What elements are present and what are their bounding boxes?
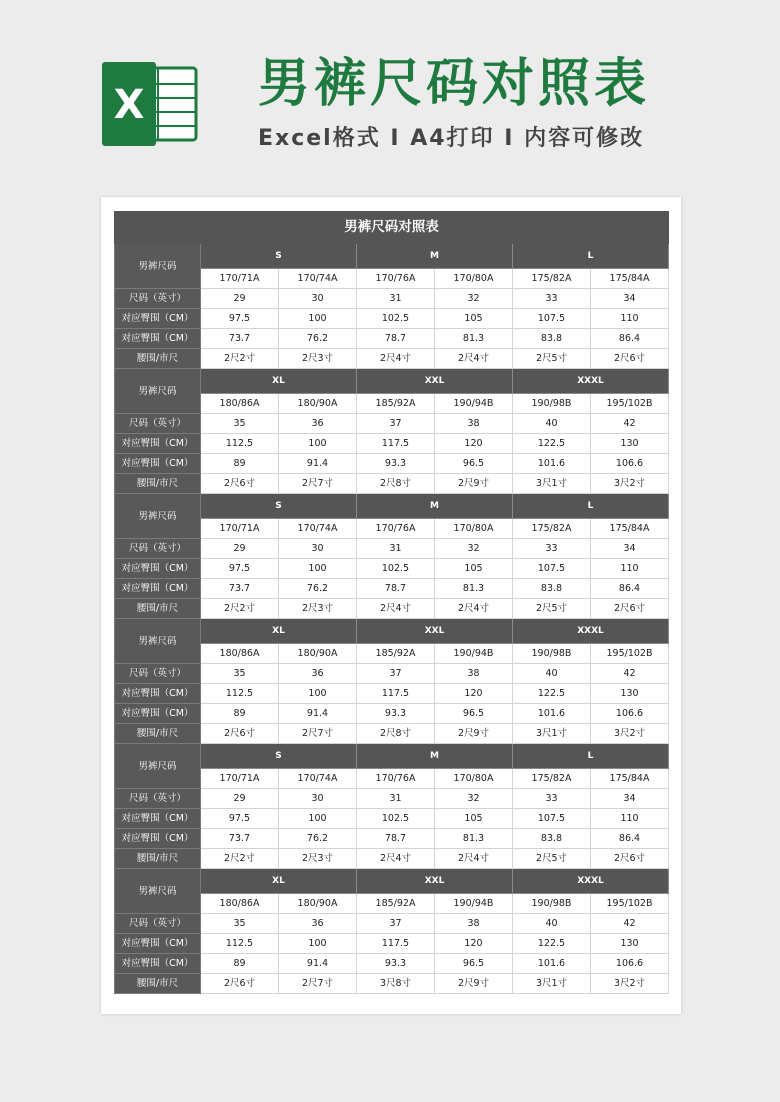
table-cell: 122.5 bbox=[513, 434, 591, 454]
table-cell: 2尺5寸 bbox=[513, 349, 591, 369]
table-cell: 2尺4寸 bbox=[357, 599, 435, 619]
table-cell: 2尺9寸 bbox=[435, 724, 513, 744]
table-cell: 38 bbox=[435, 914, 513, 934]
size-header: XXL bbox=[357, 869, 513, 894]
row-label: 腰围/市尺 bbox=[115, 974, 201, 994]
size-header: XXXL bbox=[513, 869, 669, 894]
spec-cell: 175/84A bbox=[591, 769, 669, 789]
spec-cell: 175/84A bbox=[591, 269, 669, 289]
size-header: L bbox=[513, 494, 669, 519]
spec-cell: 190/98B bbox=[513, 644, 591, 664]
spec-cell: 180/90A bbox=[279, 394, 357, 414]
row-label: 对应臀围（CM） bbox=[115, 329, 201, 349]
table-cell: 30 bbox=[279, 289, 357, 309]
spec-cell: 170/76A bbox=[357, 269, 435, 289]
spec-cell: 170/71A bbox=[201, 519, 279, 539]
table-cell: 76.2 bbox=[279, 579, 357, 599]
block-label: 男裤尺码 bbox=[115, 494, 201, 539]
table-cell: 2尺4寸 bbox=[357, 349, 435, 369]
spreadsheet-sheet bbox=[101, 197, 681, 1014]
block-label: 男裤尺码 bbox=[115, 244, 201, 289]
table-cell: 38 bbox=[435, 414, 513, 434]
table-cell: 34 bbox=[591, 539, 669, 559]
table-cell: 110 bbox=[591, 559, 669, 579]
row-label: 对应臀围（CM） bbox=[115, 309, 201, 329]
table-cell: 38 bbox=[435, 664, 513, 684]
table-cell: 3尺1寸 bbox=[513, 724, 591, 744]
table-cell: 2尺8寸 bbox=[357, 474, 435, 494]
table-cell: 101.6 bbox=[513, 704, 591, 724]
spec-cell: 180/86A bbox=[201, 394, 279, 414]
table-cell: 105 bbox=[435, 809, 513, 829]
page-subtitle: Excel格式 I A4打印 I 内容可修改 bbox=[258, 126, 645, 151]
table-cell: 130 bbox=[591, 684, 669, 704]
spec-cell: 185/92A bbox=[357, 394, 435, 414]
table-cell: 96.5 bbox=[435, 454, 513, 474]
table-cell: 120 bbox=[435, 684, 513, 704]
table-cell: 35 bbox=[201, 414, 279, 434]
table-cell: 2尺6寸 bbox=[591, 849, 669, 869]
table-row bbox=[115, 309, 669, 329]
spec-cell: 175/82A bbox=[513, 519, 591, 539]
table-cell: 100 bbox=[279, 559, 357, 579]
table-cell: 35 bbox=[201, 914, 279, 934]
table-cell: 73.7 bbox=[201, 829, 279, 849]
table-row bbox=[115, 789, 669, 809]
size-header: S bbox=[201, 744, 357, 769]
table-cell: 31 bbox=[357, 289, 435, 309]
table-cell: 96.5 bbox=[435, 704, 513, 724]
table-row bbox=[115, 559, 669, 579]
table-cell: 110 bbox=[591, 809, 669, 829]
spec-cell: 175/84A bbox=[591, 519, 669, 539]
block-label: 男裤尺码 bbox=[115, 869, 201, 914]
table-cell: 91.4 bbox=[279, 454, 357, 474]
table-cell: 33 bbox=[513, 539, 591, 559]
table-row bbox=[115, 974, 669, 994]
table-cell: 2尺9寸 bbox=[435, 474, 513, 494]
row-label: 对应臀围（CM） bbox=[115, 809, 201, 829]
table-row bbox=[115, 664, 669, 684]
table-cell: 2尺4寸 bbox=[435, 349, 513, 369]
table-cell: 2尺6寸 bbox=[591, 599, 669, 619]
table-row bbox=[115, 809, 669, 829]
block-label: 男裤尺码 bbox=[115, 369, 201, 414]
row-label: 对应臀围（CM） bbox=[115, 829, 201, 849]
table-cell: 2尺6寸 bbox=[201, 474, 279, 494]
row-label: 腰围/市尺 bbox=[115, 599, 201, 619]
size-header: XXXL bbox=[513, 369, 669, 394]
page-title: 男裤尺码对照表 bbox=[258, 54, 651, 114]
spec-cell: 195/102B bbox=[591, 894, 669, 914]
table-row bbox=[115, 579, 669, 599]
table-cell: 3尺2寸 bbox=[591, 724, 669, 744]
table-cell: 93.3 bbox=[357, 454, 435, 474]
table-cell: 102.5 bbox=[357, 809, 435, 829]
size-header: S bbox=[201, 244, 357, 269]
table-cell: 130 bbox=[591, 434, 669, 454]
table-cell: 91.4 bbox=[279, 954, 357, 974]
table-cell: 31 bbox=[357, 539, 435, 559]
spec-cell: 185/92A bbox=[357, 894, 435, 914]
row-label: 对应臀围（CM） bbox=[115, 559, 201, 579]
table-cell: 33 bbox=[513, 289, 591, 309]
size-header: L bbox=[513, 744, 669, 769]
table-cell: 97.5 bbox=[201, 809, 279, 829]
table-row bbox=[115, 329, 669, 349]
table-row bbox=[115, 434, 669, 454]
table-cell: 112.5 bbox=[201, 684, 279, 704]
table-cell: 3尺1寸 bbox=[513, 474, 591, 494]
table-cell: 110 bbox=[591, 309, 669, 329]
table-title-row bbox=[115, 212, 669, 244]
table-cell: 40 bbox=[513, 914, 591, 934]
spec-cell: 175/82A bbox=[513, 769, 591, 789]
table-row bbox=[115, 289, 669, 309]
table-title: 男裤尺码对照表 bbox=[115, 212, 669, 244]
row-label: 尺码（英寸） bbox=[115, 539, 201, 559]
table-cell: 3尺1寸 bbox=[513, 974, 591, 994]
table-cell: 29 bbox=[201, 789, 279, 809]
table-cell: 37 bbox=[357, 664, 435, 684]
table-row bbox=[115, 954, 669, 974]
table-cell: 35 bbox=[201, 664, 279, 684]
table-cell: 73.7 bbox=[201, 329, 279, 349]
table-cell: 2尺9寸 bbox=[435, 974, 513, 994]
row-label: 腰围/市尺 bbox=[115, 474, 201, 494]
table-cell: 83.8 bbox=[513, 829, 591, 849]
table-cell: 34 bbox=[591, 289, 669, 309]
table-cell: 120 bbox=[435, 434, 513, 454]
table-cell: 2尺2寸 bbox=[201, 349, 279, 369]
table-cell: 2尺7寸 bbox=[279, 474, 357, 494]
spec-cell: 170/80A bbox=[435, 769, 513, 789]
row-label: 对应臀围（CM） bbox=[115, 934, 201, 954]
table-cell: 37 bbox=[357, 914, 435, 934]
spec-cell: 195/102B bbox=[591, 394, 669, 414]
spec-cell: 190/98B bbox=[513, 894, 591, 914]
table-cell: 3尺2寸 bbox=[591, 974, 669, 994]
table-cell: 81.3 bbox=[435, 829, 513, 849]
table-cell: 130 bbox=[591, 934, 669, 954]
spec-cell: 170/76A bbox=[357, 769, 435, 789]
table-cell: 93.3 bbox=[357, 704, 435, 724]
table-cell: 105 bbox=[435, 559, 513, 579]
table-cell: 2尺5寸 bbox=[513, 599, 591, 619]
table-cell: 89 bbox=[201, 954, 279, 974]
size-header: XXXL bbox=[513, 619, 669, 644]
table-row bbox=[115, 414, 669, 434]
row-label: 对应臀围（CM） bbox=[115, 684, 201, 704]
table-cell: 81.3 bbox=[435, 579, 513, 599]
table-row bbox=[115, 599, 669, 619]
size-header: XXL bbox=[357, 619, 513, 644]
row-label: 对应臀围（CM） bbox=[115, 434, 201, 454]
table-cell: 96.5 bbox=[435, 954, 513, 974]
spec-cell: 170/74A bbox=[279, 769, 357, 789]
table-row bbox=[115, 474, 669, 494]
table-cell: 2尺2寸 bbox=[201, 849, 279, 869]
table-cell: 100 bbox=[279, 934, 357, 954]
table-cell: 33 bbox=[513, 789, 591, 809]
spec-cell: 195/102B bbox=[591, 644, 669, 664]
spec-cell: 170/71A bbox=[201, 769, 279, 789]
size-header: XXL bbox=[357, 369, 513, 394]
table-cell: 117.5 bbox=[357, 934, 435, 954]
row-label: 尺码（英寸） bbox=[115, 664, 201, 684]
spec-cell: 190/94B bbox=[435, 644, 513, 664]
table-cell: 2尺4寸 bbox=[357, 849, 435, 869]
spec-cell: 180/86A bbox=[201, 644, 279, 664]
table-cell: 122.5 bbox=[513, 684, 591, 704]
row-label: 尺码（英寸） bbox=[115, 914, 201, 934]
table-cell: 117.5 bbox=[357, 684, 435, 704]
excel-logo-icon bbox=[100, 58, 200, 150]
spec-cell: 170/80A bbox=[435, 269, 513, 289]
table-cell: 106.6 bbox=[591, 704, 669, 724]
table-cell: 2尺4寸 bbox=[435, 599, 513, 619]
table-cell: 42 bbox=[591, 664, 669, 684]
size-header: XL bbox=[201, 869, 357, 894]
table-cell: 101.6 bbox=[513, 454, 591, 474]
row-label: 对应臀围（CM） bbox=[115, 579, 201, 599]
excel-logo-letter: X bbox=[113, 82, 145, 128]
row-label: 腰围/市尺 bbox=[115, 349, 201, 369]
size-chart-table bbox=[114, 211, 669, 994]
spec-cell: 170/74A bbox=[279, 269, 357, 289]
size-header: M bbox=[357, 244, 513, 269]
table-cell: 2尺3寸 bbox=[279, 849, 357, 869]
table-cell: 106.6 bbox=[591, 454, 669, 474]
table-cell: 107.5 bbox=[513, 809, 591, 829]
size-header: XL bbox=[201, 619, 357, 644]
row-label: 腰围/市尺 bbox=[115, 849, 201, 869]
table-cell: 32 bbox=[435, 789, 513, 809]
table-row bbox=[115, 454, 669, 474]
row-label: 对应臀围（CM） bbox=[115, 454, 201, 474]
table-cell: 102.5 bbox=[357, 309, 435, 329]
table-cell: 117.5 bbox=[357, 434, 435, 454]
table-cell: 36 bbox=[279, 414, 357, 434]
table-cell: 100 bbox=[279, 809, 357, 829]
table-row bbox=[115, 684, 669, 704]
table-cell: 100 bbox=[279, 684, 357, 704]
table-cell: 2尺2寸 bbox=[201, 599, 279, 619]
table-cell: 2尺6寸 bbox=[591, 349, 669, 369]
size-header-row bbox=[115, 869, 669, 894]
spec-cell: 170/71A bbox=[201, 269, 279, 289]
row-label: 对应臀围（CM） bbox=[115, 704, 201, 724]
spec-cell: 180/86A bbox=[201, 894, 279, 914]
block-label: 男裤尺码 bbox=[115, 619, 201, 664]
table-cell: 2尺4寸 bbox=[435, 849, 513, 869]
row-label: 尺码（英寸） bbox=[115, 289, 201, 309]
size-header: XL bbox=[201, 369, 357, 394]
table-cell: 100 bbox=[279, 309, 357, 329]
spec-cell: 190/98B bbox=[513, 394, 591, 414]
size-header: L bbox=[513, 244, 669, 269]
size-header-row bbox=[115, 244, 669, 269]
page-header bbox=[0, 0, 780, 190]
table-cell: 91.4 bbox=[279, 704, 357, 724]
table-cell: 86.4 bbox=[591, 579, 669, 599]
table-cell: 100 bbox=[279, 434, 357, 454]
size-header-row bbox=[115, 494, 669, 519]
row-label: 腰围/市尺 bbox=[115, 724, 201, 744]
table-cell: 89 bbox=[201, 454, 279, 474]
table-row bbox=[115, 914, 669, 934]
table-cell: 30 bbox=[279, 539, 357, 559]
table-cell: 83.8 bbox=[513, 329, 591, 349]
table-row bbox=[115, 849, 669, 869]
table-cell: 122.5 bbox=[513, 934, 591, 954]
table-cell: 2尺7寸 bbox=[279, 724, 357, 744]
table-cell: 2尺5寸 bbox=[513, 849, 591, 869]
row-label: 尺码（英寸） bbox=[115, 414, 201, 434]
table-cell: 2尺7寸 bbox=[279, 974, 357, 994]
block-label: 男裤尺码 bbox=[115, 744, 201, 789]
table-row bbox=[115, 829, 669, 849]
table-cell: 31 bbox=[357, 789, 435, 809]
spec-cell: 170/80A bbox=[435, 519, 513, 539]
table-cell: 34 bbox=[591, 789, 669, 809]
table-cell: 83.8 bbox=[513, 579, 591, 599]
table-cell: 76.2 bbox=[279, 829, 357, 849]
table-cell: 89 bbox=[201, 704, 279, 724]
table-cell: 73.7 bbox=[201, 579, 279, 599]
spec-cell: 190/94B bbox=[435, 894, 513, 914]
table-cell: 32 bbox=[435, 539, 513, 559]
table-cell: 107.5 bbox=[513, 559, 591, 579]
table-cell: 107.5 bbox=[513, 309, 591, 329]
table-cell: 32 bbox=[435, 289, 513, 309]
table-cell: 112.5 bbox=[201, 434, 279, 454]
table-cell: 86.4 bbox=[591, 329, 669, 349]
table-cell: 106.6 bbox=[591, 954, 669, 974]
table-cell: 105 bbox=[435, 309, 513, 329]
spec-cell: 185/92A bbox=[357, 644, 435, 664]
table-cell: 36 bbox=[279, 914, 357, 934]
table-row bbox=[115, 704, 669, 724]
size-header: M bbox=[357, 744, 513, 769]
size-header: S bbox=[201, 494, 357, 519]
table-cell: 40 bbox=[513, 664, 591, 684]
spec-cell: 180/90A bbox=[279, 644, 357, 664]
table-cell: 120 bbox=[435, 934, 513, 954]
table-cell: 37 bbox=[357, 414, 435, 434]
spec-cell: 180/90A bbox=[279, 894, 357, 914]
table-cell: 2尺8寸 bbox=[357, 724, 435, 744]
table-row bbox=[115, 539, 669, 559]
table-cell: 42 bbox=[591, 414, 669, 434]
spec-cell: 170/76A bbox=[357, 519, 435, 539]
table-row bbox=[115, 724, 669, 744]
row-label: 对应臀围（CM） bbox=[115, 954, 201, 974]
table-cell: 29 bbox=[201, 539, 279, 559]
table-cell: 112.5 bbox=[201, 934, 279, 954]
table-cell: 93.3 bbox=[357, 954, 435, 974]
table-cell: 86.4 bbox=[591, 829, 669, 849]
table-cell: 36 bbox=[279, 664, 357, 684]
table-cell: 76.2 bbox=[279, 329, 357, 349]
spec-cell: 170/74A bbox=[279, 519, 357, 539]
table-cell: 40 bbox=[513, 414, 591, 434]
table-cell: 81.3 bbox=[435, 329, 513, 349]
size-header-row bbox=[115, 619, 669, 644]
table-cell: 78.7 bbox=[357, 329, 435, 349]
table-cell: 2尺6寸 bbox=[201, 724, 279, 744]
table-cell: 78.7 bbox=[357, 579, 435, 599]
table-cell: 97.5 bbox=[201, 309, 279, 329]
row-label: 尺码（英寸） bbox=[115, 789, 201, 809]
size-header: M bbox=[357, 494, 513, 519]
table-cell: 2尺6寸 bbox=[201, 974, 279, 994]
table-row bbox=[115, 349, 669, 369]
spec-cell: 190/94B bbox=[435, 394, 513, 414]
table-cell: 97.5 bbox=[201, 559, 279, 579]
table-cell: 30 bbox=[279, 789, 357, 809]
table-cell: 2尺3寸 bbox=[279, 599, 357, 619]
size-header-row bbox=[115, 369, 669, 394]
table-cell: 3尺2寸 bbox=[591, 474, 669, 494]
size-header-row bbox=[115, 744, 669, 769]
table-row bbox=[115, 934, 669, 954]
table-cell: 29 bbox=[201, 289, 279, 309]
spec-cell: 175/82A bbox=[513, 269, 591, 289]
table-cell: 3尺8寸 bbox=[357, 974, 435, 994]
table-cell: 2尺3寸 bbox=[279, 349, 357, 369]
table-cell: 42 bbox=[591, 914, 669, 934]
table-cell: 102.5 bbox=[357, 559, 435, 579]
table-cell: 101.6 bbox=[513, 954, 591, 974]
table-cell: 78.7 bbox=[357, 829, 435, 849]
